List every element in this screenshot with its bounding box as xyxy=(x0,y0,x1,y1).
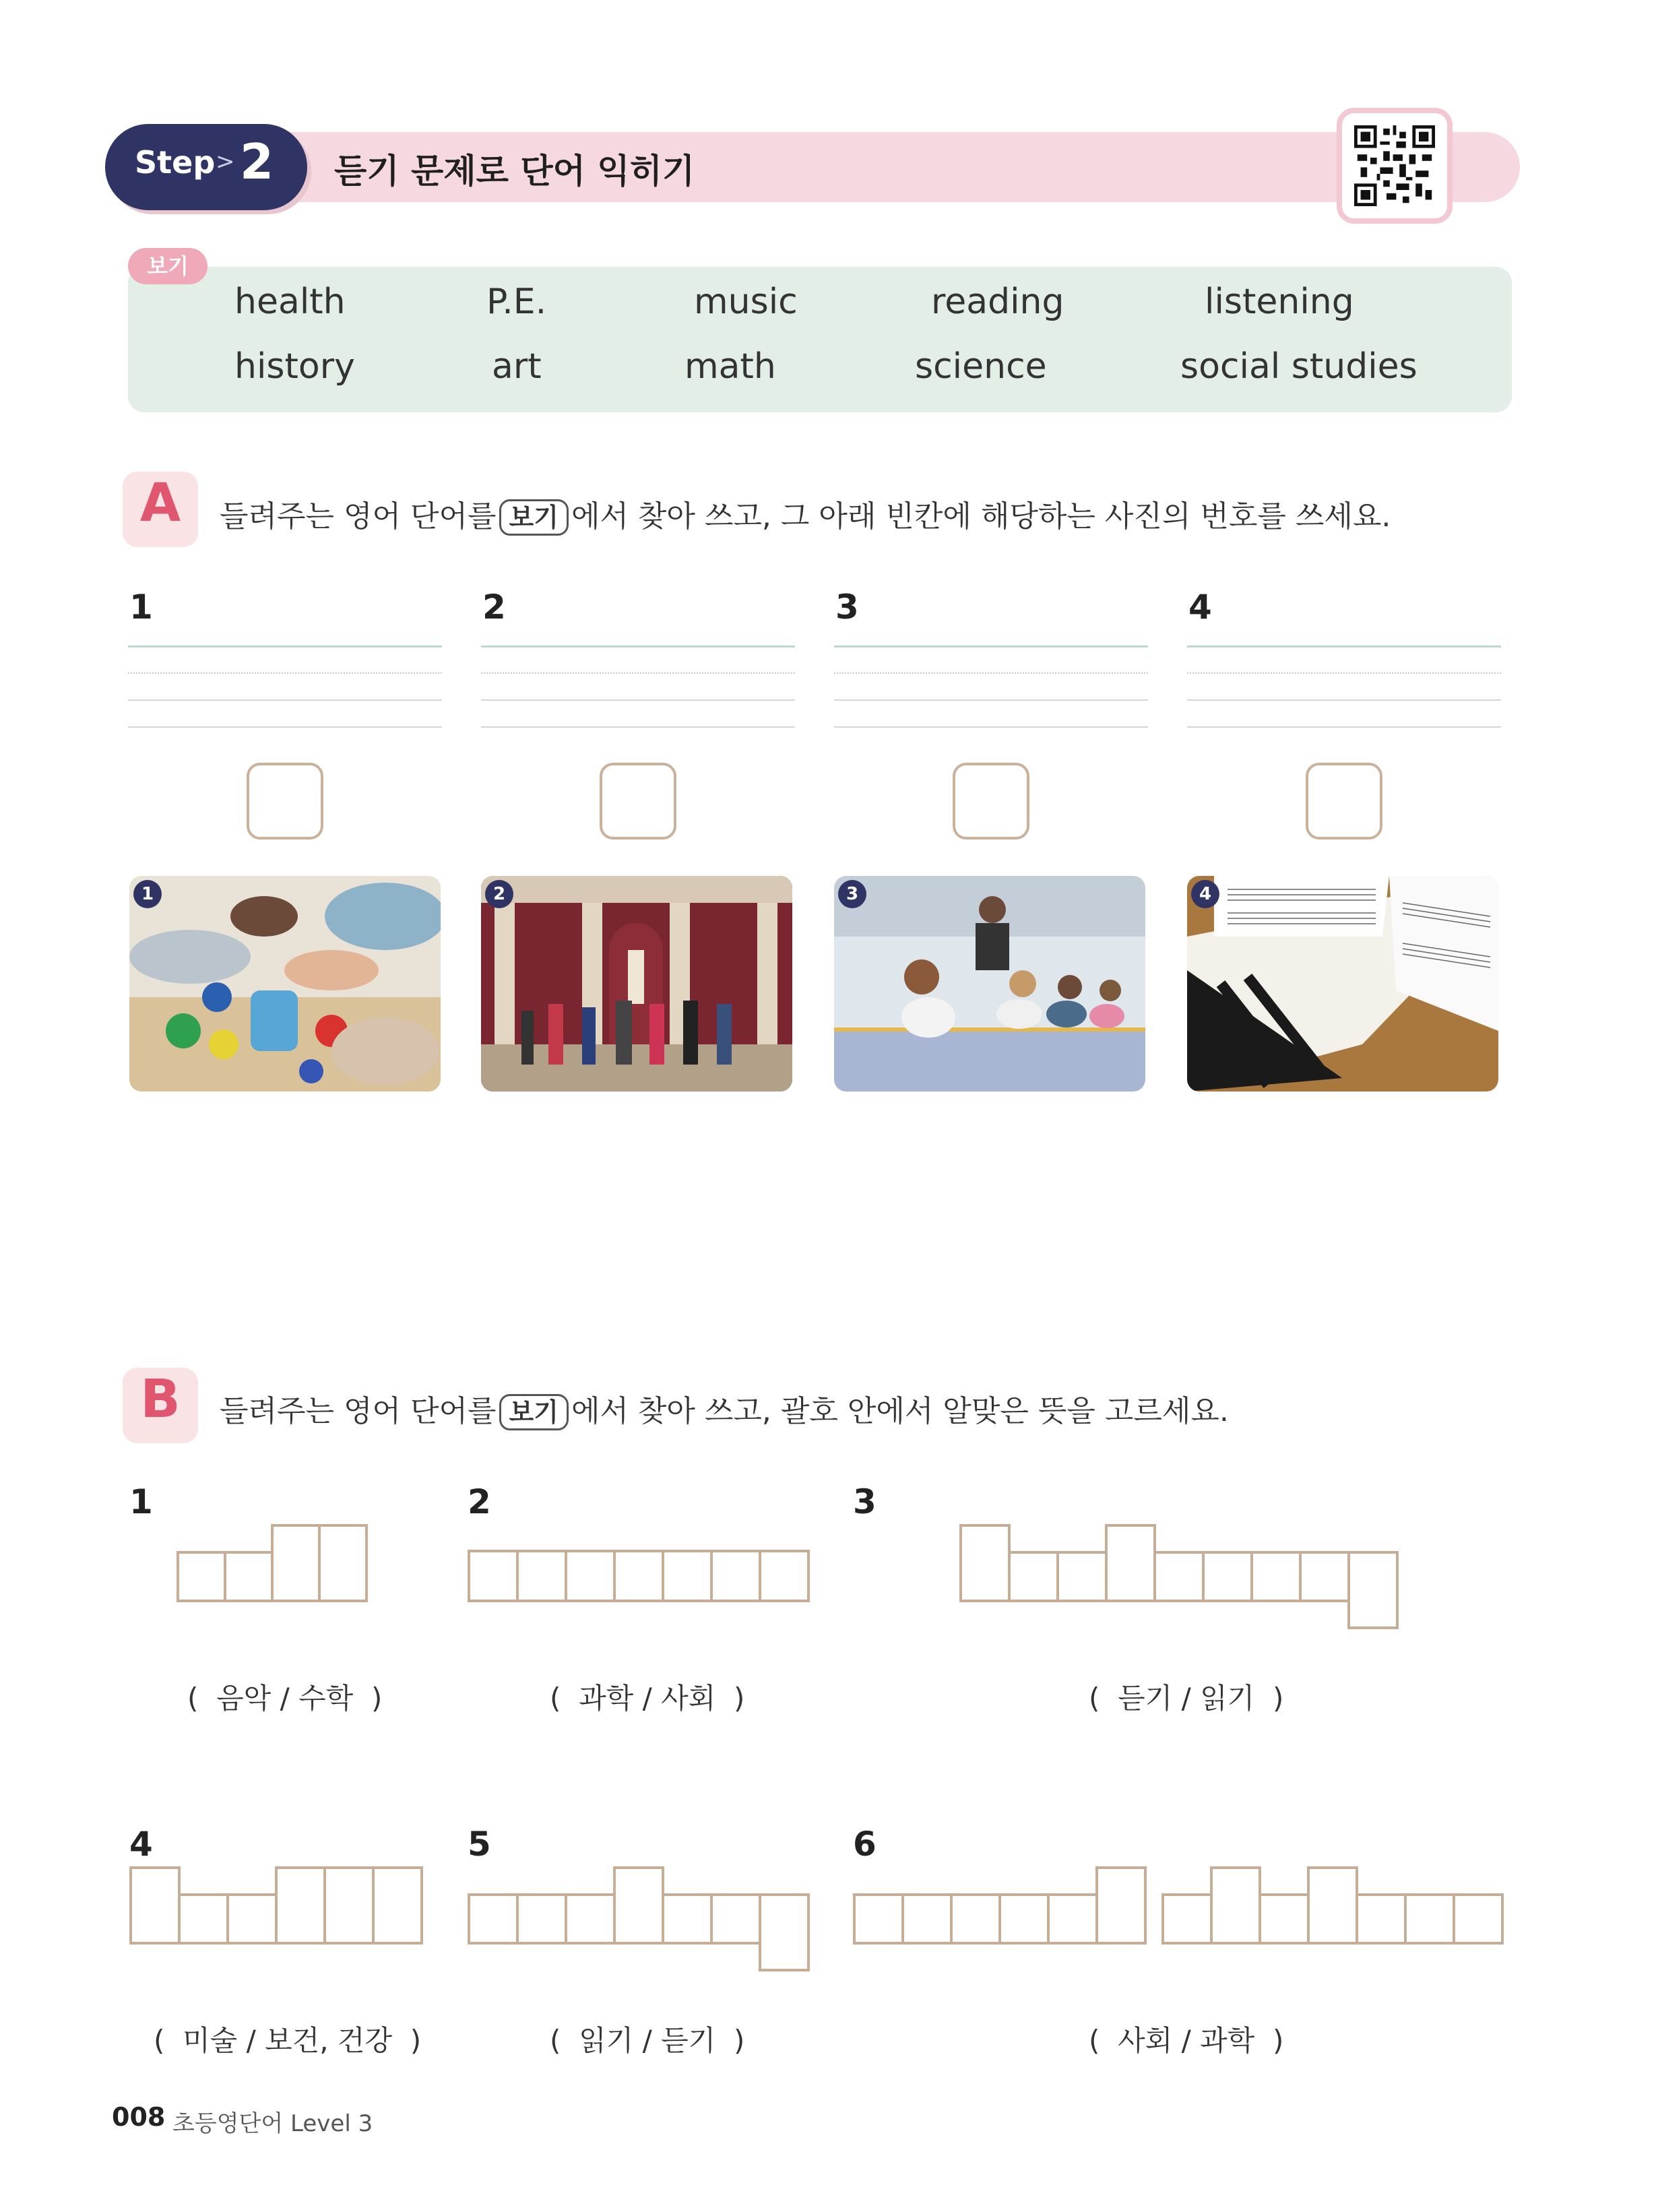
letter-box[interactable] xyxy=(1307,1866,1358,1945)
choice-text: 듣기 / 읽기 xyxy=(1118,1682,1255,1715)
letter-box[interactable] xyxy=(613,1866,664,1945)
paren-close: ) xyxy=(410,2024,422,2057)
item-number: 4 xyxy=(129,1825,153,1864)
photo-number-answer-box[interactable] xyxy=(247,763,323,840)
choice-text: 음악 / 수학 xyxy=(216,1682,354,1715)
letter-box[interactable] xyxy=(1404,1893,1455,1945)
letter-box[interactable] xyxy=(1095,1866,1147,1945)
qr-code-graphic xyxy=(1354,125,1435,206)
letter-box[interactable] xyxy=(1008,1551,1059,1602)
gym-illustration xyxy=(834,876,1145,1092)
letter-box[interactable] xyxy=(1202,1551,1253,1602)
letter-box[interactable] xyxy=(468,1893,519,1945)
book-title: 초등영단어 Level 3 xyxy=(172,2110,373,2137)
word-bank-item: art xyxy=(492,346,542,387)
section-a-letter: A xyxy=(139,473,181,534)
museum-illustration xyxy=(481,876,792,1092)
step-label: Step xyxy=(135,144,216,181)
letter-box[interactable] xyxy=(1105,1524,1156,1602)
item-number: 1 xyxy=(129,1482,153,1521)
letter-box[interactable] xyxy=(1453,1893,1504,1945)
item-number: 3 xyxy=(835,588,859,627)
letter-box[interactable] xyxy=(565,1550,616,1602)
word-bank-item: music xyxy=(694,282,798,322)
photo-number-answer-box[interactable] xyxy=(1306,763,1382,840)
writing-line xyxy=(834,726,1148,728)
paren-close: ) xyxy=(1272,1682,1284,1715)
letter-box[interactable] xyxy=(998,1893,1050,1945)
paren-close: ) xyxy=(1272,2024,1284,2057)
writing-line xyxy=(834,672,1148,674)
letter-box[interactable] xyxy=(129,1866,181,1945)
qr-code-icon[interactable] xyxy=(1337,108,1453,224)
photo-number-badge: 1 xyxy=(133,880,162,908)
letter-box[interactable] xyxy=(516,1550,567,1602)
word-bank-item: P.E. xyxy=(486,282,547,322)
choice-text: 과학 / 사회 xyxy=(579,1682,716,1715)
paren-open: ( xyxy=(550,1682,561,1715)
meaning-choice[interactable] xyxy=(187,1676,382,1717)
item-number: 5 xyxy=(468,1825,491,1864)
answer-writing-area[interactable] xyxy=(834,645,1148,733)
writing-line xyxy=(128,672,442,674)
page-title: 듣기 문제로 단어 익히기 xyxy=(334,152,695,191)
letter-box[interactable] xyxy=(271,1524,321,1602)
page-number: 008 xyxy=(112,2102,166,2132)
writing-line xyxy=(481,645,795,647)
writing-line xyxy=(1187,672,1501,674)
bogi-chip: 보기 xyxy=(499,1394,569,1430)
choice-text: 읽기 / 듣기 xyxy=(579,2024,716,2057)
instruction-text: 에서 찾아 쓰고, 괄호 안에서 알맞은 뜻을 고르세요. xyxy=(571,1394,1229,1428)
item-number: 4 xyxy=(1188,588,1212,627)
writing-line xyxy=(834,645,1148,647)
meaning-choice[interactable] xyxy=(1089,2019,1283,2059)
step-header-bar xyxy=(105,132,1520,202)
letter-box[interactable] xyxy=(950,1893,1001,1945)
letter-box[interactable] xyxy=(1161,1893,1213,1945)
letter-box[interactable] xyxy=(318,1524,368,1602)
photo-number-badge: 2 xyxy=(485,880,513,908)
letter-box[interactable] xyxy=(1056,1551,1108,1602)
paren-open: ( xyxy=(154,2024,165,2057)
letter-box[interactable] xyxy=(1210,1866,1261,1945)
photo-piano-music xyxy=(1187,876,1498,1092)
letter-box[interactable] xyxy=(323,1866,375,1945)
letter-box[interactable] xyxy=(372,1866,423,1945)
word-bank-item: listening xyxy=(1205,282,1354,322)
writing-line xyxy=(1187,699,1501,701)
photo-number-answer-box[interactable] xyxy=(953,763,1029,840)
paren-open: ( xyxy=(1089,2024,1100,2057)
letter-box-group[interactable] xyxy=(177,1524,375,1602)
letter-box[interactable] xyxy=(1347,1551,1399,1629)
instruction-text: 에서 찾아 쓰고, 그 아래 빈칸에 해당하는 사진의 번호를 쓰세요. xyxy=(571,499,1391,534)
answer-writing-area[interactable] xyxy=(128,645,442,733)
paren-open: ( xyxy=(1089,1682,1100,1715)
letter-box[interactable] xyxy=(1259,1893,1310,1945)
letter-box[interactable] xyxy=(565,1893,616,1945)
letter-box-group[interactable] xyxy=(959,1524,1399,1629)
letter-box[interactable] xyxy=(662,1550,713,1602)
answer-writing-area[interactable] xyxy=(481,645,795,733)
letter-box[interactable] xyxy=(710,1550,761,1602)
letter-box[interactable] xyxy=(901,1893,953,1945)
answer-writing-area[interactable] xyxy=(1187,645,1501,733)
piano-illustration xyxy=(1187,876,1498,1092)
letter-box[interactable] xyxy=(759,1550,810,1602)
photo-number-badge: 4 xyxy=(1191,880,1219,908)
word-bank-item: reading xyxy=(931,282,1064,322)
letter-box[interactable] xyxy=(226,1893,278,1945)
meaning-choice[interactable] xyxy=(154,2019,421,2059)
letter-box[interactable] xyxy=(1356,1893,1407,1945)
writing-line xyxy=(1187,645,1501,647)
step-number: 2 xyxy=(240,133,274,190)
paren-close: ) xyxy=(733,2024,745,2057)
letter-box[interactable] xyxy=(516,1893,567,1945)
word-bank-item: health xyxy=(234,282,346,322)
meaning-choice[interactable] xyxy=(550,1676,744,1717)
letter-box[interactable] xyxy=(178,1893,229,1945)
meaning-choice[interactable] xyxy=(550,2019,744,2059)
writing-line xyxy=(128,726,442,728)
writing-line xyxy=(481,672,795,674)
writing-line xyxy=(128,699,442,701)
word-bank-tag: 보기 xyxy=(128,248,208,284)
letter-box[interactable] xyxy=(613,1550,664,1602)
writing-line xyxy=(1187,726,1501,728)
paren-close: ) xyxy=(371,1682,383,1715)
photo-number-badge: 3 xyxy=(838,880,866,908)
letter-box[interactable] xyxy=(224,1551,274,1602)
letter-box-group[interactable] xyxy=(129,1866,422,1945)
chevron-right-icon: > xyxy=(216,148,235,175)
letter-box[interactable] xyxy=(1250,1551,1302,1602)
letter-box-group[interactable] xyxy=(853,1866,1504,1945)
letter-box[interactable] xyxy=(468,1550,519,1602)
section-b-instruction xyxy=(220,1387,1229,1430)
letter-box[interactable] xyxy=(662,1893,713,1945)
word-bank-item: history xyxy=(234,346,355,387)
letter-box[interactable] xyxy=(959,1524,1011,1602)
paren-open: ( xyxy=(187,1682,199,1715)
letter-box[interactable] xyxy=(853,1893,904,1945)
letter-box-group[interactable] xyxy=(468,1866,810,1971)
painting-illustration xyxy=(129,876,441,1092)
paren-close: ) xyxy=(733,1682,745,1715)
item-number: 3 xyxy=(853,1482,877,1521)
writing-line xyxy=(481,699,795,701)
item-number: 2 xyxy=(482,588,506,627)
section-a-instruction xyxy=(220,492,1391,536)
letter-box[interactable] xyxy=(1047,1893,1098,1945)
letter-box[interactable] xyxy=(759,1893,810,1971)
letter-box[interactable] xyxy=(1299,1551,1350,1602)
word-bank-item: social studies xyxy=(1180,346,1418,387)
letter-box[interactable] xyxy=(1153,1551,1205,1602)
letter-box[interactable] xyxy=(275,1866,326,1945)
choice-text: 사회 / 과학 xyxy=(1118,2024,1255,2057)
writing-line xyxy=(128,645,442,647)
photo-gym-pe xyxy=(834,876,1145,1092)
meaning-choice[interactable] xyxy=(1089,1676,1283,1717)
item-number: 6 xyxy=(853,1825,877,1864)
letter-box[interactable] xyxy=(177,1551,226,1602)
word-bank-item: math xyxy=(684,346,776,387)
photo-number-answer-box[interactable] xyxy=(600,763,676,840)
bogi-chip: 보기 xyxy=(499,499,569,536)
item-number: 1 xyxy=(129,588,153,627)
choice-text: 미술 / 보건, 건강 xyxy=(183,2024,393,2057)
photo-museum-history xyxy=(481,876,792,1092)
writing-line xyxy=(481,726,795,728)
instruction-text: 들려주는 영어 단어를 xyxy=(220,499,497,534)
paren-open: ( xyxy=(550,2024,561,2057)
photo-art-painting xyxy=(129,876,441,1092)
item-number: 2 xyxy=(468,1482,491,1521)
word-bank-item: science xyxy=(915,346,1047,387)
section-b-letter: B xyxy=(140,1369,181,1430)
instruction-text: 들려주는 영어 단어를 xyxy=(220,1394,497,1428)
letter-box-group[interactable] xyxy=(468,1550,810,1602)
letter-box[interactable] xyxy=(710,1893,761,1945)
writing-line xyxy=(834,699,1148,701)
